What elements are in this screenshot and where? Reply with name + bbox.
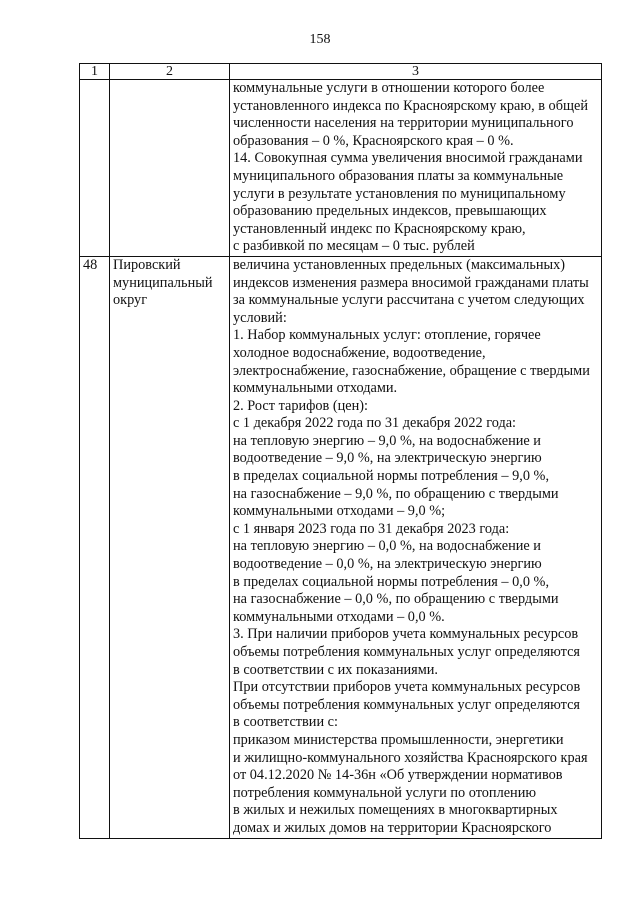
table-header-row [80,64,602,80]
text-line: При отсутствии приборов учета коммунальных ресурсов [233,679,581,696]
description-cell [230,80,602,257]
text-line: муниципального образования платы за коммунальные [233,167,564,184]
municipality-cell [110,80,230,257]
text-line: 14. Совокупная сумма увеличения вносимой гражданами [233,150,583,167]
text-line: водоотведение – 9,0 %, на электрическую энергию [233,450,542,467]
text-line: водоотведение – 0,0 %, на электрическую энергию [233,556,542,573]
text-line: установленный индекс по Красноярскому краю, [233,220,526,237]
text-line: установленного индекса по Красноярскому краю, в общей [233,97,588,114]
description-cell [230,256,602,838]
text-line: численности населения на территории муниципального [233,115,574,132]
text-line: объемы потребления коммунальных услуг определяются [233,644,580,660]
text-line: от 04.12.2020 № 14-36н «Об утверждении нормативов [233,767,563,784]
text-line: коммунальными отходами – 0,0 %. [233,608,445,625]
text-line: домах и жилых домов на территории Красноярского [233,819,552,836]
text-line: на газоснабжение – 0,0 %, по обращению с твердыми [233,591,559,608]
text-line: индексов изменения размера вносимой гражданами платы [233,274,589,291]
text-line: услуги в результате установления по муниципальному [233,185,566,202]
text-line: 1. Набор коммунальных услуг: отопление, горячее [233,327,541,344]
row-number-cell: 48 [80,256,110,838]
text-line: условий: [233,309,287,326]
municipality-name-line: округ [113,292,148,309]
text-line: образования – 0 %, Красноярского края – 0 %. [233,132,514,149]
text-line: в соответствии с: [233,714,338,731]
indices-table [79,63,602,839]
page-number: 158 [309,32,331,47]
text-line: электроснабжение, газоснабжение, обращение с твердыми [233,362,590,379]
text-line: коммунальными отходами. [233,380,398,397]
text-line: в пределах социальной нормы потребления – 0,0 %, [233,573,550,590]
text-line: с 1 января 2023 года по 31 декабря 2023 года: [233,520,510,537]
header-col-1: 1 [80,64,110,80]
text-line: на тепловую энергию – 9,0 %, на водоснабжение и [233,432,541,449]
text-line: в пределах социальной нормы потребления – 9,0 %, [233,468,550,485]
municipality-name-line: Пировский [113,256,181,273]
header-col-2: 2 [110,64,230,80]
text-line: холодное водоснабжение, водоотведение, [233,344,486,361]
table-row-48 [80,256,602,838]
text-line: приказом министерства промышленности, энергетики [233,731,564,748]
text-line: и жилищно-коммунального хозяйства Красноярского края [233,749,588,766]
text-line: 3. При наличии приборов учета коммунальных ресурсов [233,626,579,643]
row-number-cell [80,80,110,257]
table-row-continued [80,80,602,257]
header-col-3: 3 [230,64,602,80]
municipality-cell [110,256,230,838]
municipality-name-line: муниципальный [113,274,213,291]
text-line: коммунальными отходами – 9,0 %; [233,503,446,520]
text-line: потребления коммунальной услуги по отоплению [233,784,537,801]
text-line: коммунальные услуги в отношении которого более [233,80,545,96]
text-line: объемы потребления коммунальных услуг определяются [233,696,580,713]
text-line: с 1 декабря 2022 года по 31 декабря 2022 года: [233,415,517,432]
text-line: с разбивкой по месяцам – 0 тыс. рублей [233,238,475,255]
text-line: в соответствии с их показаниями. [233,661,438,678]
text-line: в жилых и нежилых помещениях в многоквартирных [233,802,558,819]
text-line: 2. Рост тарифов (цен): [233,397,369,414]
text-line: на тепловую энергию – 0,0 %, на водоснабжение и [233,538,541,555]
text-line: величина установленных предельных (максимальных) [233,256,566,273]
text-line: на газоснабжение – 9,0 %, по обращению с твердыми [233,485,559,502]
text-line: образованию предельных индексов, превышающих [233,203,547,220]
text-line: за коммунальные услуги рассчитана с учетом следующих [233,292,585,309]
